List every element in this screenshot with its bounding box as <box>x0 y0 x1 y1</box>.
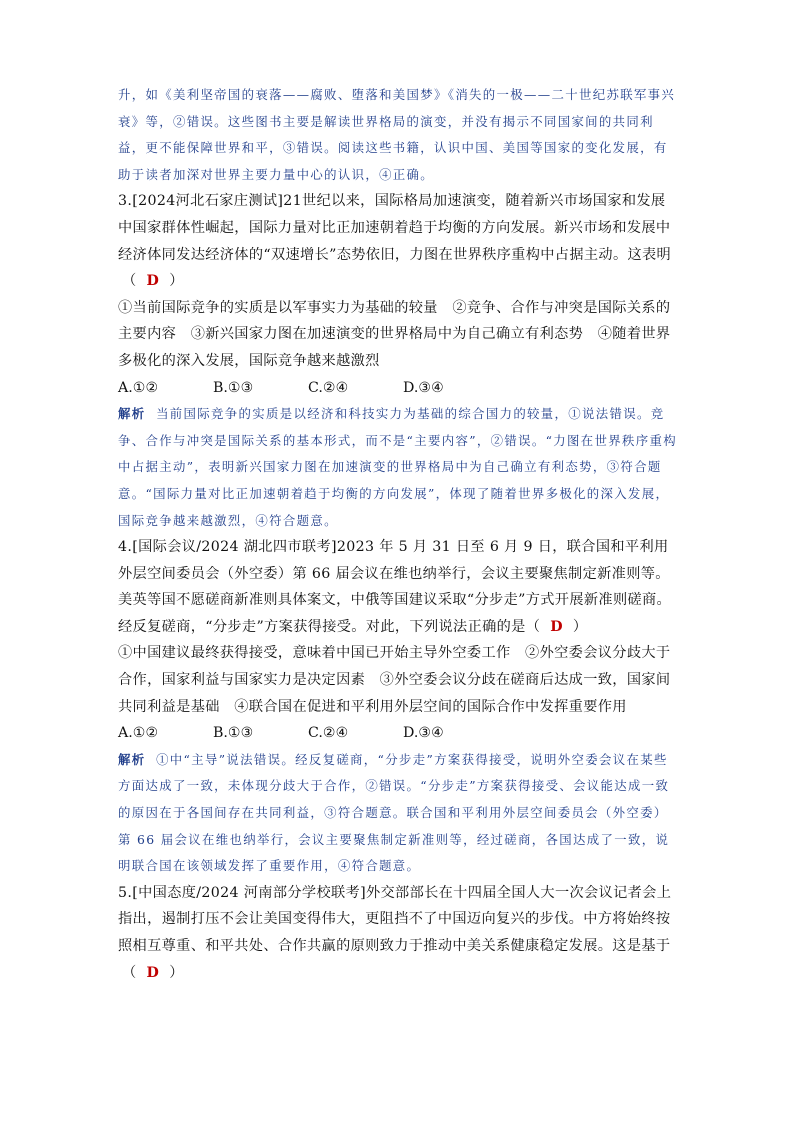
question-4 <box>118 534 678 880</box>
question-3-stem-text: 3.[2024河北石家庄测试]21世纪以来，国际格局加速演变，随着新兴市场国家和发展中国家群体性崛起，国际力量对比正加速朝着趋于均衡的方向发展。新兴市场和发展中经济体同发达经济体的“双速增长”态势依旧，力图在世界秩序重构中占据主动。这表明 <box>118 193 672 263</box>
question-4-answer: D <box>550 618 563 635</box>
question-4-statements <box>118 640 678 720</box>
option-a: A.①② <box>118 725 159 742</box>
question-4-statements-text: ①中国建议最终获得接受，意味着中国已开始主导外空委工作 ②外空委会议分歧大于合作，国家利益与国家实力是决定因素 ③外空委会议分歧在磋商后达成一致，国家间共同利益是基础 ④联合国在促进和平利用外层空间的国际合作中发挥重要作用 <box>118 645 671 715</box>
question-3-stem <box>118 188 678 268</box>
question-3-answer: D <box>146 273 160 290</box>
option-d: D.③④ <box>403 379 444 396</box>
question-4-explanation <box>118 747 678 880</box>
option-b: B.①③ <box>213 379 254 396</box>
explanation-label: 解析 <box>118 406 146 422</box>
question-4-stem <box>118 534 678 640</box>
option-c: C.②④ <box>308 379 349 396</box>
question-3-explanation-text: 当前国际竞争的实质是以经济和科技实力为基础的综合国力的较量，①说法错误。竞争、合作与冲突是国际关系的基本形式，而不是“主要内容”，②错误。“力图在世界秩序重构中占据主动”，表明新兴国家力图在加速演变的世界格局中为自己确立有利态势，③符合题意。“国际力量对比正加速朝着趋于均衡的方向发展”，体现了随着世界多极化的深入发展，国际竞争越来越激烈，④符合题意。 <box>118 406 677 528</box>
question-3-statements <box>118 295 678 375</box>
question-3-statements-text: ①当前国际竞争的实质是以军事实力为基础的较量 ②竞争、合作与冲突是国际关系的主要内容 ③新兴国家力图在加速演变的世界格局中为自己确立有利态势 ④随着世界多极化的深入发展，国际竞争越来越激烈 <box>118 299 671 369</box>
question-5-stem-text: 5.[中国态度/2024 河南部分学校联考]外交部部长在十四届全国人大一次会议记者会上指出，遏制打压不会让美国变得伟大，更阻挡不了中国迈向复兴的步伐。中方将始终按照相互尊重、和平共处、合作共赢的原则致力于推动中美关系健康稳定发展。这是基于 <box>118 884 672 954</box>
question-5-answer: D <box>146 964 160 981</box>
option-a: A.①② <box>118 379 159 396</box>
option-b: B.①③ <box>213 725 254 742</box>
question-3-explanation <box>118 401 678 534</box>
option-d: D.③④ <box>403 725 444 742</box>
question-4-options <box>118 720 678 747</box>
intro-explanation <box>118 82 678 188</box>
question-5-stem <box>118 880 678 960</box>
question-4-stem-text: 4.[国际会议/2024 湖北四市联考]2023 年 5 月 31 日至 6 月 9 日，联合国和平利用外层空间委员会（外空委）第 66 届会议在维也纳举行，会议主要聚焦制定新准则等。美英等国不愿磋商新准则具体案文，中俄等国建议采取“分步走”方式开展新准则磋商。经反复磋商，“分步走”方案获得接受。对此，下列说法正确的是（ <box>118 539 672 635</box>
answer-close-paren: ） <box>572 618 588 635</box>
answer-close-paren: ） <box>169 273 184 290</box>
question-3-answer-line <box>118 268 678 295</box>
explanation-label: 解析 <box>118 751 146 767</box>
question-4-explanation-text: ①中“主导”说法错误。经反复磋商，“分步走”方案获得接受，说明外空委会议在某些方面达成了一致，未体现分歧大于合作，②错误。“分步走”方案获得接受、会议能达成一致的原因在于各国间存在共同利益，③符合题意。联合国和平利用外层空间委员会（外空委）第 66 届会议在维也纳举行，会议主要聚焦制定新准则等，经过磋商，各国达成了一致，说明联合国在该领域发挥了重要作用，④符合题意。 <box>118 751 670 874</box>
question-5 <box>118 880 678 986</box>
intro-explanation-text: 升，如《美利坚帝国的衰落——腐败、堕落和美国梦》《消失的一极——二十世纪苏联军事兴衰》等，②错误。这些图书主要是解读世界格局的演变，并没有揭示不同国家间的共同利益，更不能保障世界和平，③错误。阅读这些书籍，认识中国、美国等国家的变化发展，有助于读者加深对世界主要力量中心的认识，④正确。 <box>118 87 676 182</box>
document-page <box>118 82 678 986</box>
question-5-answer-line <box>118 960 678 987</box>
answer-open-paren: （ <box>122 964 137 981</box>
question-3 <box>118 188 678 534</box>
question-3-options <box>118 375 678 402</box>
answer-close-paren: ） <box>169 964 184 981</box>
option-c: C.②④ <box>308 725 349 742</box>
answer-open-paren: （ <box>122 273 137 290</box>
